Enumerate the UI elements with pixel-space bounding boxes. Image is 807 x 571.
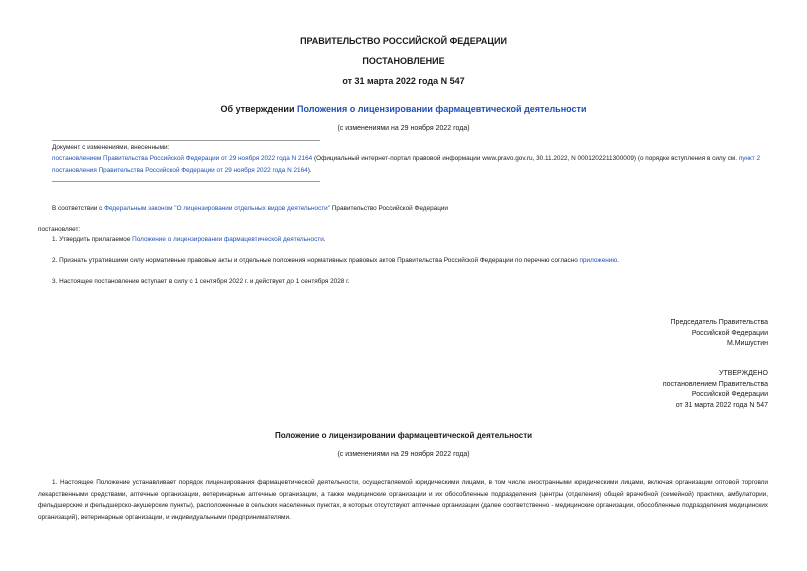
signature-line-2: Российской Федерации [691,329,768,337]
document-title-prefix: Об утверждении [220,104,297,114]
changes-intro: Документ с изменениями, внесенными: [52,144,170,151]
changes-paragraph [52,153,770,176]
divider-bottom [52,181,320,182]
changes-text-1: (Официальный интернет-портал правовой информации www.pravo.gov.ru, 30.11.2022, N 0001202211300009) (о порядке вступления в силу см. [312,155,739,162]
approval-block [663,369,768,411]
signature-line-3: М.Мишустин [726,340,768,347]
regulation-title: Положение о лицензировании фармацевтической деятельности [274,431,533,440]
regulation-title-link[interactable]: Положения о лицензировании фармацевтической деятельности [297,104,587,114]
divider-top [52,140,320,141]
signature-block [671,318,768,350]
document-date-number: от 31 марта 2022 года N 547 [342,76,465,86]
approval-line-4: от 31 марта 2022 года N 547 [675,401,768,409]
regulation-paragraph-1: 1. Настоящее Положение устанавливает порядок лицензирования фармацевтической деятельности, осуществляемой юридическими лицами, в том числе иностранными юридическими лицами, включая организации оптовой торговли лекарственными средствами, аптечные организации, ветеринарные аптечные организации, а также медицинские организации и их обособленные подразделения (центры (отделения) общей врачебной (семейной) практики, амбулатории, фельдшерские и фельдшерско-акушерские пункты), расположенные в сельских населенных пунктах, в которых отсутствуют аптечные организации (далее соответственно - медицинские организации, обособленные подразделения медицинских организаций), ветеринарные организации, и индивидуальными предпринимателями. [38,479,768,521]
approval-line-2: постановлением Правительства [662,380,768,388]
preamble-suffix: Правительство Российской Федерации [330,205,448,212]
item-2-suffix: . [617,257,619,264]
amendment-decree-link[interactable]: постановлением Правительства Российской Федерации от 29 ноября 2022 года N 2164 [52,155,313,162]
preamble-prefix: В соответствии с [52,205,105,212]
signature-line-1: Председатель Правительства [670,319,768,326]
item-1 [52,234,767,246]
item-1-prefix: 1. Утвердить прилагаемое [52,236,133,243]
item-3: 3. Настоящее постановление вступает в силу с 1 сентября 2022 г. и действует до 1 сентября 2028 г. [52,278,350,285]
preamble [52,203,767,215]
approval-line-1: УТВЕРЖДЕНО [718,370,768,377]
item-1-suffix: . [323,236,326,243]
government-header: ПРАВИТЕЛЬСТВО РОССИЙСКОЙ ФЕДЕРАЦИИ [300,36,507,46]
amendment-note: (с изменениями на 29 ноября 2022 года) [337,125,470,132]
amendment-clause-link[interactable]: пункт 2 постановления Правительства Российской Федерации от 29 ноября 2022 года N 2164 [52,155,761,174]
document-type: ПОСТАНОВЛЕНИЕ [362,56,445,66]
changes-text-2: ). [307,166,312,174]
item-2 [52,255,770,267]
regulation-amendment-note: (с изменениями на 29 ноября 2022 года) [337,451,470,458]
federal-law-link[interactable]: Федеральным законом "О лицензировании отдельных видов деятельности" [104,205,331,212]
appendix-link[interactable]: приложению [579,257,618,264]
regulation-link[interactable]: Положение о лицензировании фармацевтической деятельности [132,236,324,243]
approval-line-3: Российской Федерации [691,391,768,398]
item-2-prefix: 2. Признать утратившими силу нормативные правовые акты и отдельные положения нормативных правовых актов Правительства Российской Федерации по перечню согласно [52,257,580,264]
document-title [0,104,807,114]
decree-word: постановляет: [38,226,81,233]
